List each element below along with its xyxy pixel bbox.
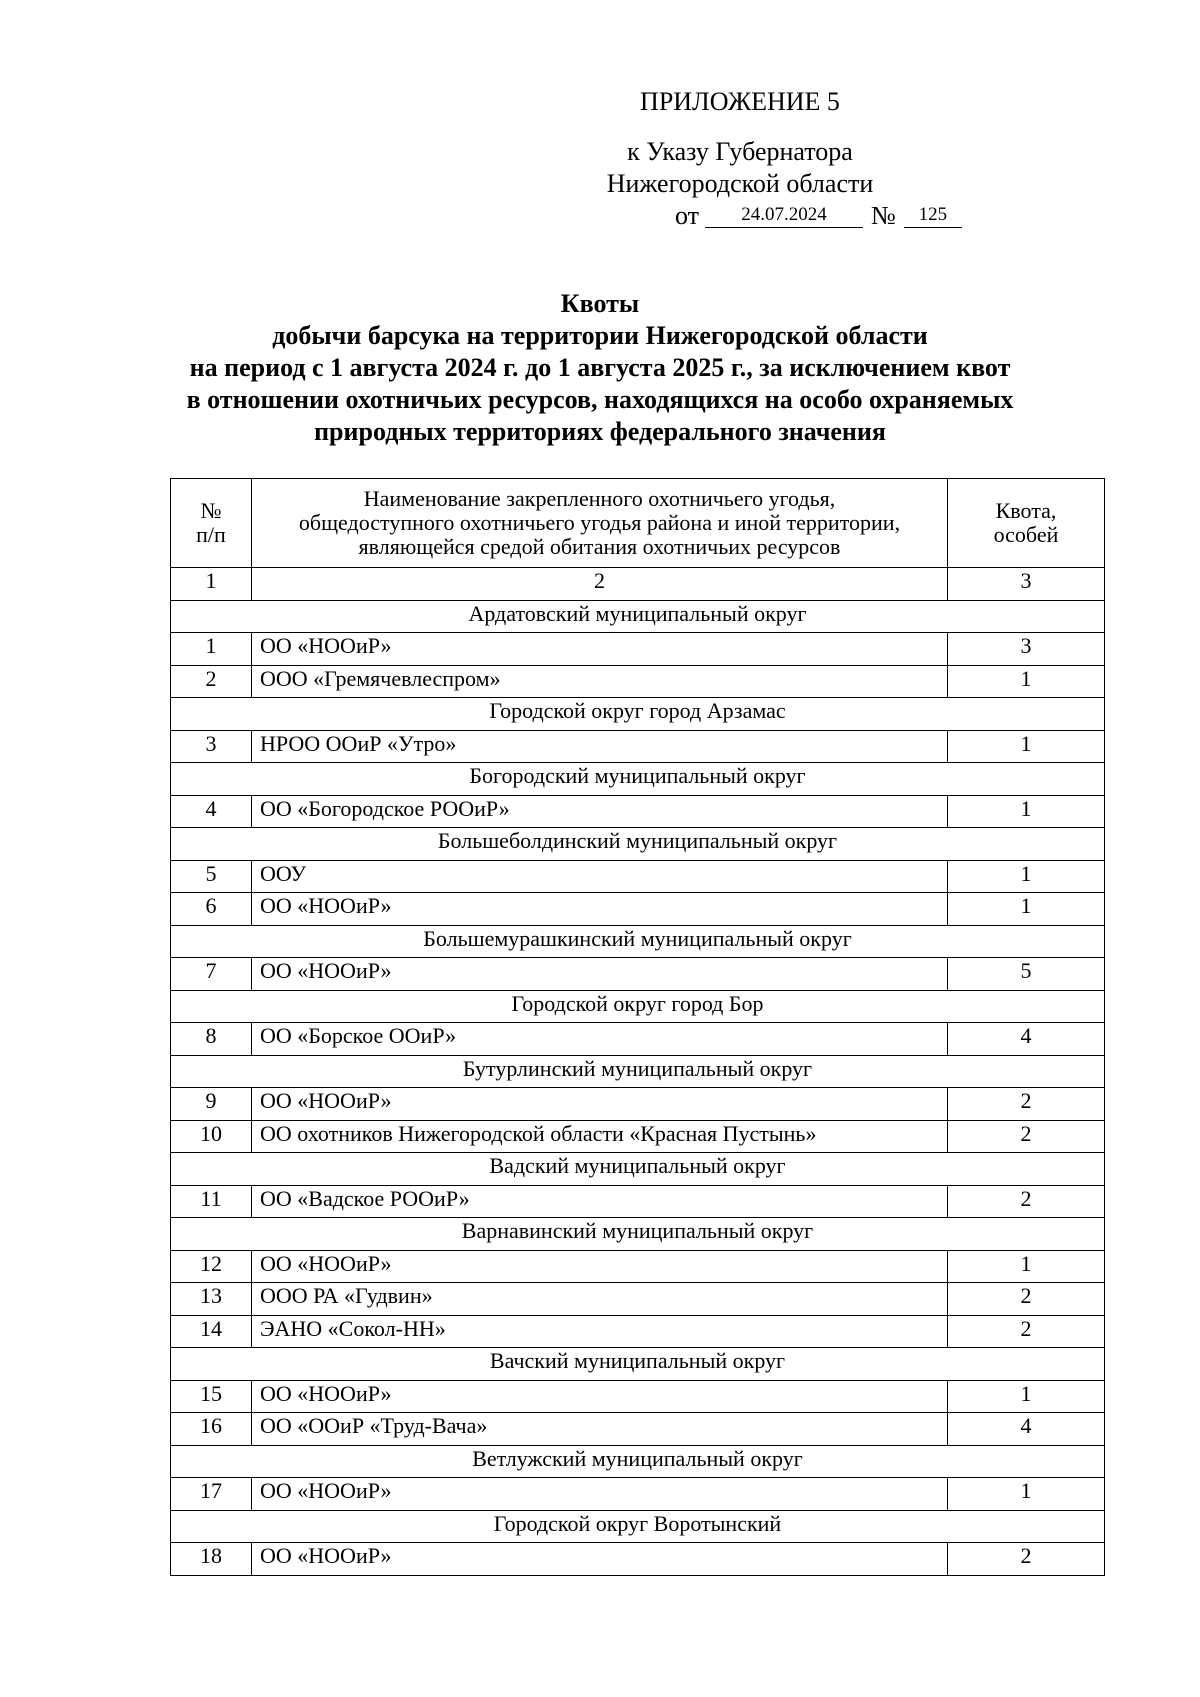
district-name: Городской округ Воротынский <box>171 1510 1105 1543</box>
decree-number: 125 <box>904 203 962 228</box>
quota-value: 1 <box>948 860 1105 893</box>
district-row <box>171 1510 1105 1543</box>
table-row <box>171 665 1105 698</box>
quota-value: 4 <box>948 1023 1105 1056</box>
row-number: 13 <box>171 1283 252 1316</box>
hunting-ground-name: ОО охотников Нижегородской области «Красная Пустынь» <box>252 1120 948 1153</box>
appendix-region-line: Нижегородской области <box>606 169 874 198</box>
district-row <box>171 1153 1105 1186</box>
row-number: 17 <box>171 1478 252 1511</box>
column-index: 3 <box>948 568 1105 601</box>
quota-value: 2 <box>948 1088 1105 1121</box>
decree-date: 24.07.2024 <box>705 203 863 228</box>
hunting-ground-name: ОО «НООиР» <box>252 1250 948 1283</box>
row-number: 15 <box>171 1380 252 1413</box>
quota-value: 2 <box>948 1283 1105 1316</box>
date-label: от <box>675 201 700 230</box>
district-row <box>171 1445 1105 1478</box>
table-row <box>171 893 1105 926</box>
hunting-ground-name: ОО «Борское ООиР» <box>252 1023 948 1056</box>
table-row <box>171 1250 1105 1283</box>
table-row <box>171 730 1105 763</box>
table-row <box>171 958 1105 991</box>
hunting-ground-name: ООУ <box>252 860 948 893</box>
hunting-ground-name: ОО «НООиР» <box>252 1478 948 1511</box>
quota-value: 2 <box>948 1185 1105 1218</box>
quota-value: 1 <box>948 1380 1105 1413</box>
quota-value: 1 <box>948 795 1105 828</box>
district-name: Большеболдинский муниципальный округ <box>171 828 1105 861</box>
hunting-ground-name: ООО РА «Гудвин» <box>252 1283 948 1316</box>
heading-line-5: природных территориях федерального значения <box>314 417 886 446</box>
row-number: 16 <box>171 1413 252 1446</box>
district-row <box>171 600 1105 633</box>
table-row <box>171 1088 1105 1121</box>
heading-line-4: в отношении охотничьих ресурсов, находящихся на особо охраняемых <box>186 385 1014 414</box>
column-index-row <box>171 568 1105 601</box>
column-index: 2 <box>252 568 948 601</box>
row-number: 7 <box>171 958 252 991</box>
row-number: 6 <box>171 893 252 926</box>
district-name: Городской округ город Бор <box>171 990 1105 1023</box>
heading-line-2: добычи барсука на территории Нижегородской области <box>272 321 928 350</box>
district-row <box>171 925 1105 958</box>
row-number: 18 <box>171 1543 252 1576</box>
row-number: 2 <box>171 665 252 698</box>
quota-value: 2 <box>948 1120 1105 1153</box>
table-row <box>171 1283 1105 1316</box>
table-header-row <box>171 479 1105 568</box>
district-name: Богородский муниципальный округ <box>171 763 1105 796</box>
quota-value: 3 <box>948 633 1105 666</box>
header-quota-line-2: особей <box>993 522 1059 547</box>
quota-value: 2 <box>948 1543 1105 1576</box>
table-row <box>171 633 1105 666</box>
heading-line-3: на период с 1 августа 2024 г. до 1 августа 2025 г., за исключением квот <box>189 353 1011 382</box>
table-row <box>171 1380 1105 1413</box>
appendix-date-row <box>675 200 962 232</box>
table-row <box>171 1315 1105 1348</box>
header-name-line-3: являющейся средой обитания охотничьих ресурсов <box>358 534 841 559</box>
row-number: 4 <box>171 795 252 828</box>
number-label: № <box>871 201 896 230</box>
district-name: Большемурашкинский муниципальный округ <box>171 925 1105 958</box>
header-number-line-1: № <box>200 498 222 523</box>
quota-value: 1 <box>948 730 1105 763</box>
quota-value: 5 <box>948 958 1105 991</box>
table-row <box>171 1185 1105 1218</box>
table-row <box>171 1023 1105 1056</box>
table-row <box>171 795 1105 828</box>
row-number: 9 <box>171 1088 252 1121</box>
district-name: Ардатовский муниципальный округ <box>171 600 1105 633</box>
header-name <box>252 479 948 568</box>
row-number: 11 <box>171 1185 252 1218</box>
district-name: Вачский муниципальный округ <box>171 1348 1105 1381</box>
hunting-ground-name: ОО «НООиР» <box>252 1543 948 1576</box>
hunting-ground-name: ОО «НООиР» <box>252 633 948 666</box>
row-number: 8 <box>171 1023 252 1056</box>
hunting-ground-name: ОО «НООиР» <box>252 1380 948 1413</box>
district-name: Ветлужский муниципальный округ <box>171 1445 1105 1478</box>
hunting-ground-name: ООО «Гремячевлеспром» <box>252 665 948 698</box>
row-number: 3 <box>171 730 252 763</box>
heading-line-1: Квоты <box>560 289 640 318</box>
district-name: Бутурлинский муниципальный округ <box>171 1055 1105 1088</box>
hunting-ground-name: ОО «НООиР» <box>252 1088 948 1121</box>
district-row <box>171 1348 1105 1381</box>
header-quota-line-1: Квота, <box>995 498 1057 523</box>
district-row <box>171 1218 1105 1251</box>
document-heading <box>150 288 1050 448</box>
district-row <box>171 990 1105 1023</box>
quota-value: 1 <box>948 1478 1105 1511</box>
quota-value: 1 <box>948 1250 1105 1283</box>
header-number-line-2: п/п <box>196 522 226 547</box>
quota-table <box>170 478 1105 1576</box>
table-row <box>171 1120 1105 1153</box>
quota-value: 1 <box>948 893 1105 926</box>
table-row <box>171 1413 1105 1446</box>
row-number: 1 <box>171 633 252 666</box>
hunting-ground-name: НРОО ООиР «Утро» <box>252 730 948 763</box>
appendix-title: ПРИЛОЖЕНИЕ 5 <box>640 87 840 116</box>
hunting-ground-name: ЭАНО «Сокол-НН» <box>252 1315 948 1348</box>
header-number <box>171 479 252 568</box>
hunting-ground-name: ОО «Богородское РООиР» <box>252 795 948 828</box>
header-name-line-2: общедоступного охотничьего угодья района и иной территории, <box>298 510 901 535</box>
district-name: Варнавинский муниципальный округ <box>171 1218 1105 1251</box>
hunting-ground-name: ОО «НООиР» <box>252 893 948 926</box>
row-number: 5 <box>171 860 252 893</box>
district-name: Вадский муниципальный округ <box>171 1153 1105 1186</box>
row-number: 14 <box>171 1315 252 1348</box>
quota-value: 2 <box>948 1315 1105 1348</box>
header-quota <box>948 479 1105 568</box>
row-number: 10 <box>171 1120 252 1153</box>
header-name-line-1: Наименование закрепленного охотничьего угодья, <box>363 486 836 511</box>
appendix-decree-line: к Указу Губернатора <box>627 137 853 166</box>
district-row <box>171 763 1105 796</box>
quota-value: 1 <box>948 665 1105 698</box>
district-row <box>171 1055 1105 1088</box>
table-row <box>171 1478 1105 1511</box>
table-row <box>171 860 1105 893</box>
column-index: 1 <box>171 568 252 601</box>
district-name: Городской округ город Арзамас <box>171 698 1105 731</box>
row-number: 12 <box>171 1250 252 1283</box>
hunting-ground-name: ОО «НООиР» <box>252 958 948 991</box>
quota-value: 4 <box>948 1413 1105 1446</box>
hunting-ground-name: ОО «Вадское РООиР» <box>252 1185 948 1218</box>
district-row <box>171 698 1105 731</box>
hunting-ground-name: ОО «ООиР «Труд-Вача» <box>252 1413 948 1446</box>
district-row <box>171 828 1105 861</box>
table-row <box>171 1543 1105 1576</box>
